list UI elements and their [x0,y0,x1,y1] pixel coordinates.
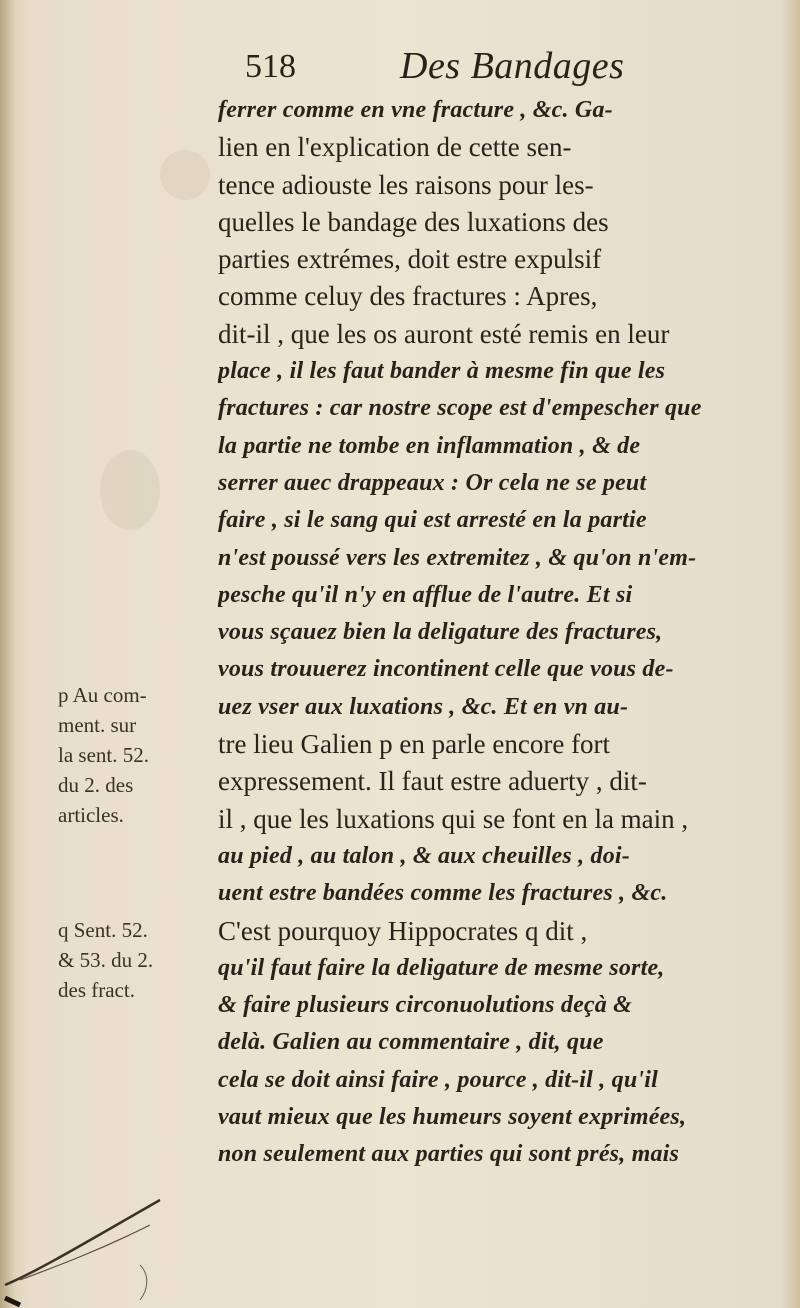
text-line: ferrer comme en vne fracture , &c. Ga- [218,97,613,123]
page-edge [0,0,14,1308]
margin-note-line: la sent. 52. [58,743,149,767]
margin-note-line: des fract. [58,978,135,1002]
margin-note-line: du 2. des [58,773,134,797]
paper-stain [160,150,210,200]
text-line: vous trouuerez incontinent celle que vous de- [218,656,674,683]
text-line: vous sçauez bien la deligature des fractures, [218,619,663,646]
text-line: tre lieu Galien p en parle encore fort [218,729,611,760]
text-line: qu'il faut faire la deligature de mesme sorte, [218,954,665,981]
margin-note-line: ment. sur [58,713,137,737]
text-line: expressement. Il faut estre aduerty , dit- [218,766,647,797]
text-line: delà. Galien au commentaire , dit, que [218,1029,604,1056]
main-text [218,92,776,1174]
page-header [0,42,800,92]
text-line: n'est poussé vers les extremitez , & qu'on n'em- [218,544,697,571]
text-line: la partie ne tombe en inflammation , & de [218,432,641,459]
page-number: 518 [245,48,296,85]
ink-scribble [0,1180,220,1308]
text-line: faire , si le sang qui est arresté en la partie [218,507,647,534]
running-title: Des Bandages [400,45,625,87]
text-line: uez vser aux luxations , &c. Et en vn au- [218,693,629,720]
text-line: il , que les luxations qui se font en la main , [218,803,689,834]
margin-note-line: p Au com- [58,683,147,707]
margin-note-p [58,680,218,830]
text-line: lien en l'explication de cette sen- [218,132,572,163]
text-line: & faire plusieurs circonuolutions deçà & [218,992,633,1019]
margin-note-line: q Sent. 52. [58,918,148,942]
text-line: non seulement aux parties qui sont prés, mais [218,1141,680,1168]
text-line: serrer auec drappeaux : Or cela ne se peut [218,469,647,496]
text-line: parties extrémes, doit estre expulsif [218,244,602,275]
text-line: uent estre bandées comme les fractures , &c. [218,880,668,907]
text-line: place , il les faut bander à mesme fin que les [218,358,666,385]
text-line: dit-il , que les os auront esté remis en leur [218,318,670,349]
margin-note-line: articles. [58,803,124,827]
margin-note-q [58,915,218,1005]
text-line: C'est pourquoy Hippocrates q dit , [218,915,588,946]
margin-note-line: & 53. du 2. [58,948,154,972]
text-line: au pied , au talon , & aux cheuilles , doi- [218,842,630,869]
text-line: fractures : car nostre scope est d'empescher que [218,395,702,422]
paper-stain [100,450,160,530]
text-line: tence adiouste les raisons pour les- [218,169,594,200]
text-line: quelles le bandage des luxations des [218,206,609,237]
text-line: comme celuy des fractures : Apres, [218,281,598,312]
text-line: cela se doit ainsi faire , pource , dit-il , qu'il [218,1066,658,1093]
text-line: pesche qu'il n'y en afflue de l'autre. Et si [218,581,633,608]
text-line: vaut mieux que les humeurs soyent exprimées, [218,1104,687,1131]
